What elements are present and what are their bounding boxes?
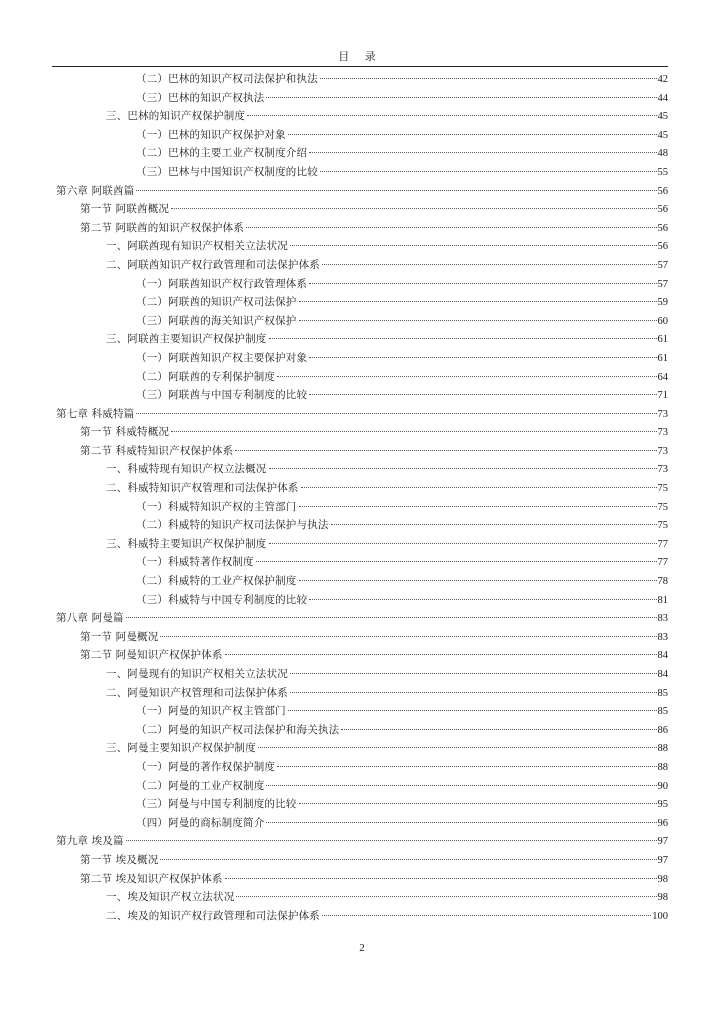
toc-entry-page: 75 bbox=[657, 501, 668, 513]
toc-entry-title: 二、埃及的知识产权行政管理和司法保护体系 bbox=[106, 909, 320, 922]
toc-entry-page: 48 bbox=[657, 148, 668, 160]
toc-entry-title: 第二节 阿曼知识产权保护体系 bbox=[80, 649, 223, 662]
toc-entry-title: 二、科威特知识产权管理和司法保护体系 bbox=[106, 482, 299, 495]
toc-entry-title: 三、巴林的知识产权保护制度 bbox=[106, 110, 246, 123]
toc-entry-page: 55 bbox=[657, 166, 668, 178]
toc-entry-page: 97 bbox=[657, 854, 668, 866]
toc-entry-title: （三）阿联酋的海关知识产权保护 bbox=[136, 314, 297, 327]
toc-entry-page: 81 bbox=[657, 594, 668, 606]
toc-entry-title: （一）阿曼的著作权保护制度 bbox=[136, 760, 276, 773]
toc-entry-title: 第二节 埃及知识产权保护体系 bbox=[80, 872, 223, 885]
toc-dot-leader bbox=[309, 283, 656, 284]
toc-entry-title: 第一节 阿联酋概况 bbox=[80, 203, 170, 216]
toc-entry-page: 100 bbox=[652, 910, 668, 922]
toc-entry-page: 97 bbox=[657, 836, 668, 848]
toc-entry-title: 二、阿曼知识产权管理和司法保护体系 bbox=[106, 686, 288, 699]
toc-entry-title: （三）阿曼与中国专利制度的比较 bbox=[136, 798, 297, 811]
toc-entry[interactable] bbox=[0, 237, 724, 256]
toc-entry[interactable] bbox=[0, 479, 724, 498]
toc-dot-leader bbox=[269, 338, 657, 339]
toc-dot-leader bbox=[320, 78, 657, 79]
toc-entry-title: （一）科威特知识产权的主管部门 bbox=[136, 500, 297, 513]
toc-dot-leader bbox=[160, 859, 656, 860]
toc-entry[interactable] bbox=[0, 832, 724, 851]
toc-dot-leader bbox=[256, 561, 657, 562]
toc-entry[interactable] bbox=[0, 312, 724, 331]
toc-entry-title: （一）阿联酋知识产权主要保护对象 bbox=[136, 351, 308, 364]
toc-entry-title: 第七章 科威特篇 bbox=[56, 407, 135, 420]
toc-entry-title: （二）巴林的主要工业产权制度介绍 bbox=[136, 147, 308, 160]
toc-entry-page: 71 bbox=[657, 390, 668, 402]
toc-entry-title: 一、科威特现有知识产权立法概况 bbox=[106, 463, 267, 476]
toc-entry-title: 第一节 埃及概况 bbox=[80, 853, 159, 866]
toc-entry-title: （二）阿联酋的知识产权司法保护 bbox=[136, 296, 297, 309]
toc-entry-title: （一）科威特著作权制度 bbox=[136, 556, 254, 569]
toc-entry[interactable] bbox=[0, 70, 724, 89]
table-of-contents bbox=[0, 70, 724, 925]
page-number: 2 bbox=[359, 942, 365, 954]
toc-dot-leader bbox=[126, 840, 657, 841]
toc-dot-leader bbox=[290, 692, 657, 693]
toc-dot-leader bbox=[309, 394, 656, 395]
toc-entry[interactable] bbox=[0, 553, 724, 572]
toc-entry-page: 59 bbox=[657, 297, 668, 309]
toc-entry[interactable] bbox=[0, 758, 724, 777]
toc-dot-leader bbox=[266, 785, 656, 786]
toc-entry-title: 三、科威特主要知识产权保护制度 bbox=[106, 537, 267, 550]
toc-dot-leader bbox=[236, 896, 656, 897]
toc-entry-title: 第一节 阿曼概况 bbox=[80, 630, 159, 643]
toc-entry[interactable] bbox=[0, 293, 724, 312]
toc-dot-leader bbox=[301, 487, 657, 488]
toc-entry[interactable] bbox=[0, 126, 724, 145]
toc-entry-page: 56 bbox=[657, 204, 668, 216]
toc-entry[interactable] bbox=[0, 795, 724, 814]
toc-entry-title: 第六章 阿联酋篇 bbox=[56, 184, 135, 197]
toc-dot-leader bbox=[309, 357, 656, 358]
toc-entry[interactable] bbox=[0, 182, 724, 201]
toc-dot-leader bbox=[322, 915, 651, 916]
toc-entry-title: （二）科威特的工业产权保护制度 bbox=[136, 575, 297, 588]
toc-entry-title: 一、阿曼现有的知识产权相关立法状况 bbox=[106, 668, 288, 680]
toc-entry[interactable] bbox=[0, 89, 724, 108]
toc-entry-title: （二）巴林的知识产权司法保护和执法 bbox=[136, 73, 318, 85]
toc-entry[interactable] bbox=[0, 646, 724, 665]
toc-entry-title: 一、阿联酋现有知识产权相关立法状况 bbox=[106, 240, 288, 253]
toc-entry[interactable] bbox=[0, 814, 724, 833]
toc-entry[interactable] bbox=[0, 256, 724, 275]
toc-entry-title: 三、阿曼主要知识产权保护制度 bbox=[106, 742, 256, 755]
toc-entry-page: 88 bbox=[657, 761, 668, 773]
toc-entry[interactable] bbox=[0, 870, 724, 889]
toc-entry-page: 73 bbox=[657, 427, 668, 439]
toc-entry-page: 75 bbox=[657, 483, 668, 495]
toc-dot-leader bbox=[322, 264, 657, 265]
toc-dot-leader bbox=[136, 190, 656, 191]
toc-entry[interactable] bbox=[0, 516, 724, 535]
toc-entry-title: （二）阿曼的工业产权制度 bbox=[136, 779, 265, 792]
toc-entry-page: 83 bbox=[657, 631, 668, 643]
toc-dot-leader bbox=[288, 134, 657, 135]
toc-entry-page: 86 bbox=[657, 724, 668, 736]
toc-dot-leader bbox=[126, 617, 657, 618]
toc-entry-title: （三）巴林与中国知识产权制度的比较 bbox=[136, 165, 318, 178]
toc-entry[interactable] bbox=[0, 609, 724, 628]
toc-entry-title: （一）巴林的知识产权保护对象 bbox=[136, 128, 286, 141]
toc-dot-leader bbox=[309, 152, 656, 153]
toc-entry[interactable] bbox=[0, 200, 724, 219]
toc-entry-title: （二）阿联酋的专利保护制度 bbox=[136, 370, 276, 383]
toc-entry-title: （一）阿曼的知识产权主管部门 bbox=[136, 705, 286, 718]
toc-entry[interactable] bbox=[0, 460, 724, 479]
toc-entry[interactable] bbox=[0, 591, 724, 610]
toc-entry[interactable] bbox=[0, 498, 724, 517]
toc-entry-title: （二）科威特的知识产权司法保护与执法 bbox=[136, 519, 329, 532]
toc-entry[interactable] bbox=[0, 888, 724, 907]
toc-entry-title: （一）阿联酋知识产权行政管理体系 bbox=[136, 277, 308, 290]
toc-dot-leader bbox=[269, 543, 657, 544]
toc-dot-leader bbox=[299, 580, 657, 581]
toc-entry-page: 73 bbox=[657, 464, 668, 476]
toc-dot-leader bbox=[225, 878, 657, 879]
toc-dot-leader bbox=[171, 208, 656, 209]
toc-entry-title: 第二节 阿联酋的知识产权保护体系 bbox=[80, 221, 245, 234]
toc-dot-leader bbox=[288, 710, 657, 711]
toc-entry-title: 第九章 埃及篇 bbox=[56, 835, 124, 848]
toc-dot-leader bbox=[277, 766, 656, 767]
toc-entry-page: 77 bbox=[657, 557, 668, 569]
toc-entry-title: 三、阿联酋主要知识产权保护制度 bbox=[106, 333, 267, 346]
toc-entry-page: 77 bbox=[657, 538, 668, 550]
toc-entry-page: 98 bbox=[657, 892, 668, 904]
toc-entry[interactable] bbox=[0, 144, 724, 163]
toc-dot-leader bbox=[309, 599, 656, 600]
toc-entry-title: （三）巴林的知识产权执法 bbox=[136, 91, 265, 104]
toc-entry-page: 90 bbox=[657, 780, 668, 792]
toc-entry-page: 57 bbox=[657, 259, 668, 271]
toc-entry-page: 61 bbox=[657, 352, 668, 364]
toc-entry[interactable] bbox=[0, 572, 724, 591]
toc-entry-title: （三）阿联酋与中国专利制度的比较 bbox=[136, 389, 308, 402]
toc-entry-page: 85 bbox=[657, 687, 668, 699]
toc-entry[interactable] bbox=[0, 628, 724, 647]
toc-entry-page: 45 bbox=[657, 111, 668, 123]
toc-entry-page: 56 bbox=[657, 222, 668, 234]
toc-entry[interactable] bbox=[0, 219, 724, 238]
toc-entry-title: （三）科威特与中国专利制度的比较 bbox=[136, 593, 308, 606]
toc-entry[interactable] bbox=[0, 405, 724, 424]
toc-entry-page: 64 bbox=[657, 371, 668, 383]
toc-dot-leader bbox=[266, 97, 656, 98]
toc-entry[interactable] bbox=[0, 851, 724, 870]
toc-dot-leader bbox=[258, 747, 657, 748]
toc-entry-page: 95 bbox=[657, 799, 668, 811]
toc-entry[interactable] bbox=[0, 330, 724, 349]
toc-entry[interactable] bbox=[0, 777, 724, 796]
toc-entry-page: 60 bbox=[657, 315, 668, 327]
toc-entry-page: 56 bbox=[657, 185, 668, 197]
toc-dot-leader bbox=[320, 171, 657, 172]
toc-entry-page: 45 bbox=[657, 129, 668, 141]
toc-dot-leader bbox=[246, 227, 656, 228]
toc-dot-leader bbox=[235, 450, 656, 451]
toc-dot-leader bbox=[331, 524, 657, 525]
toc-dot-leader bbox=[299, 506, 657, 507]
toc-entry-page: 44 bbox=[657, 92, 668, 104]
toc-entry[interactable] bbox=[0, 275, 724, 294]
toc-entry-page: 56 bbox=[657, 241, 668, 253]
toc-entry-page: 73 bbox=[657, 445, 668, 457]
toc-entry[interactable] bbox=[0, 665, 724, 684]
page-header-title: 目 录 bbox=[338, 50, 382, 63]
toc-entry-page: 78 bbox=[657, 576, 668, 588]
toc-entry[interactable] bbox=[0, 442, 724, 461]
toc-entry-page: 98 bbox=[657, 873, 668, 885]
toc-entry-page: 61 bbox=[657, 334, 668, 346]
toc-entry-title: （四）阿曼的商标制度简介 bbox=[136, 816, 265, 829]
toc-dot-leader bbox=[299, 803, 657, 804]
toc-dot-leader bbox=[290, 245, 657, 246]
toc-entry[interactable] bbox=[0, 386, 724, 405]
toc-entry[interactable] bbox=[0, 535, 724, 554]
toc-entry[interactable] bbox=[0, 684, 724, 703]
toc-entry[interactable] bbox=[0, 739, 724, 758]
toc-entry[interactable] bbox=[0, 107, 724, 126]
toc-entry[interactable] bbox=[0, 423, 724, 442]
toc-dot-leader bbox=[269, 468, 657, 469]
toc-entry-page: 84 bbox=[657, 650, 668, 662]
toc-dot-leader bbox=[225, 654, 657, 655]
toc-entry-page: 83 bbox=[657, 613, 668, 625]
toc-dot-leader bbox=[136, 413, 656, 414]
toc-entry-title: （二）阿曼的知识产权司法保护和海关执法 bbox=[136, 723, 340, 736]
toc-entry-title: 第一节 科威特概况 bbox=[80, 426, 170, 439]
toc-entry[interactable] bbox=[0, 368, 724, 387]
toc-entry[interactable] bbox=[0, 702, 724, 721]
toc-entry[interactable] bbox=[0, 349, 724, 368]
toc-entry-page: 85 bbox=[657, 706, 668, 718]
toc-dot-leader bbox=[299, 301, 657, 302]
header-divider bbox=[52, 66, 668, 67]
toc-entry-title: 第二节 科威特知识产权保护体系 bbox=[80, 444, 234, 457]
toc-entry[interactable] bbox=[0, 907, 724, 926]
toc-dot-leader bbox=[341, 729, 656, 730]
toc-entry-page: 88 bbox=[657, 743, 668, 755]
toc-entry-title: 二、阿联酋知识产权行政管理和司法保护体系 bbox=[106, 258, 320, 271]
toc-dot-leader bbox=[171, 431, 656, 432]
toc-dot-leader bbox=[266, 822, 656, 823]
toc-entry-page: 75 bbox=[657, 520, 668, 532]
toc-entry-page: 73 bbox=[657, 408, 668, 420]
toc-dot-leader bbox=[247, 115, 656, 116]
toc-dot-leader bbox=[290, 673, 657, 674]
toc-entry-page: 57 bbox=[657, 278, 668, 290]
toc-dot-leader bbox=[299, 320, 657, 321]
toc-entry-page: 42 bbox=[657, 74, 668, 85]
toc-entry-title: 第八章 阿曼篇 bbox=[56, 612, 124, 625]
toc-entry[interactable] bbox=[0, 721, 724, 740]
toc-dot-leader bbox=[277, 376, 656, 377]
toc-entry-page: 84 bbox=[657, 669, 668, 680]
toc-entry[interactable] bbox=[0, 163, 724, 182]
toc-entry-title: 一、埃及知识产权立法状况 bbox=[106, 891, 235, 904]
toc-entry-page: 96 bbox=[657, 817, 668, 829]
toc-dot-leader bbox=[160, 636, 656, 637]
